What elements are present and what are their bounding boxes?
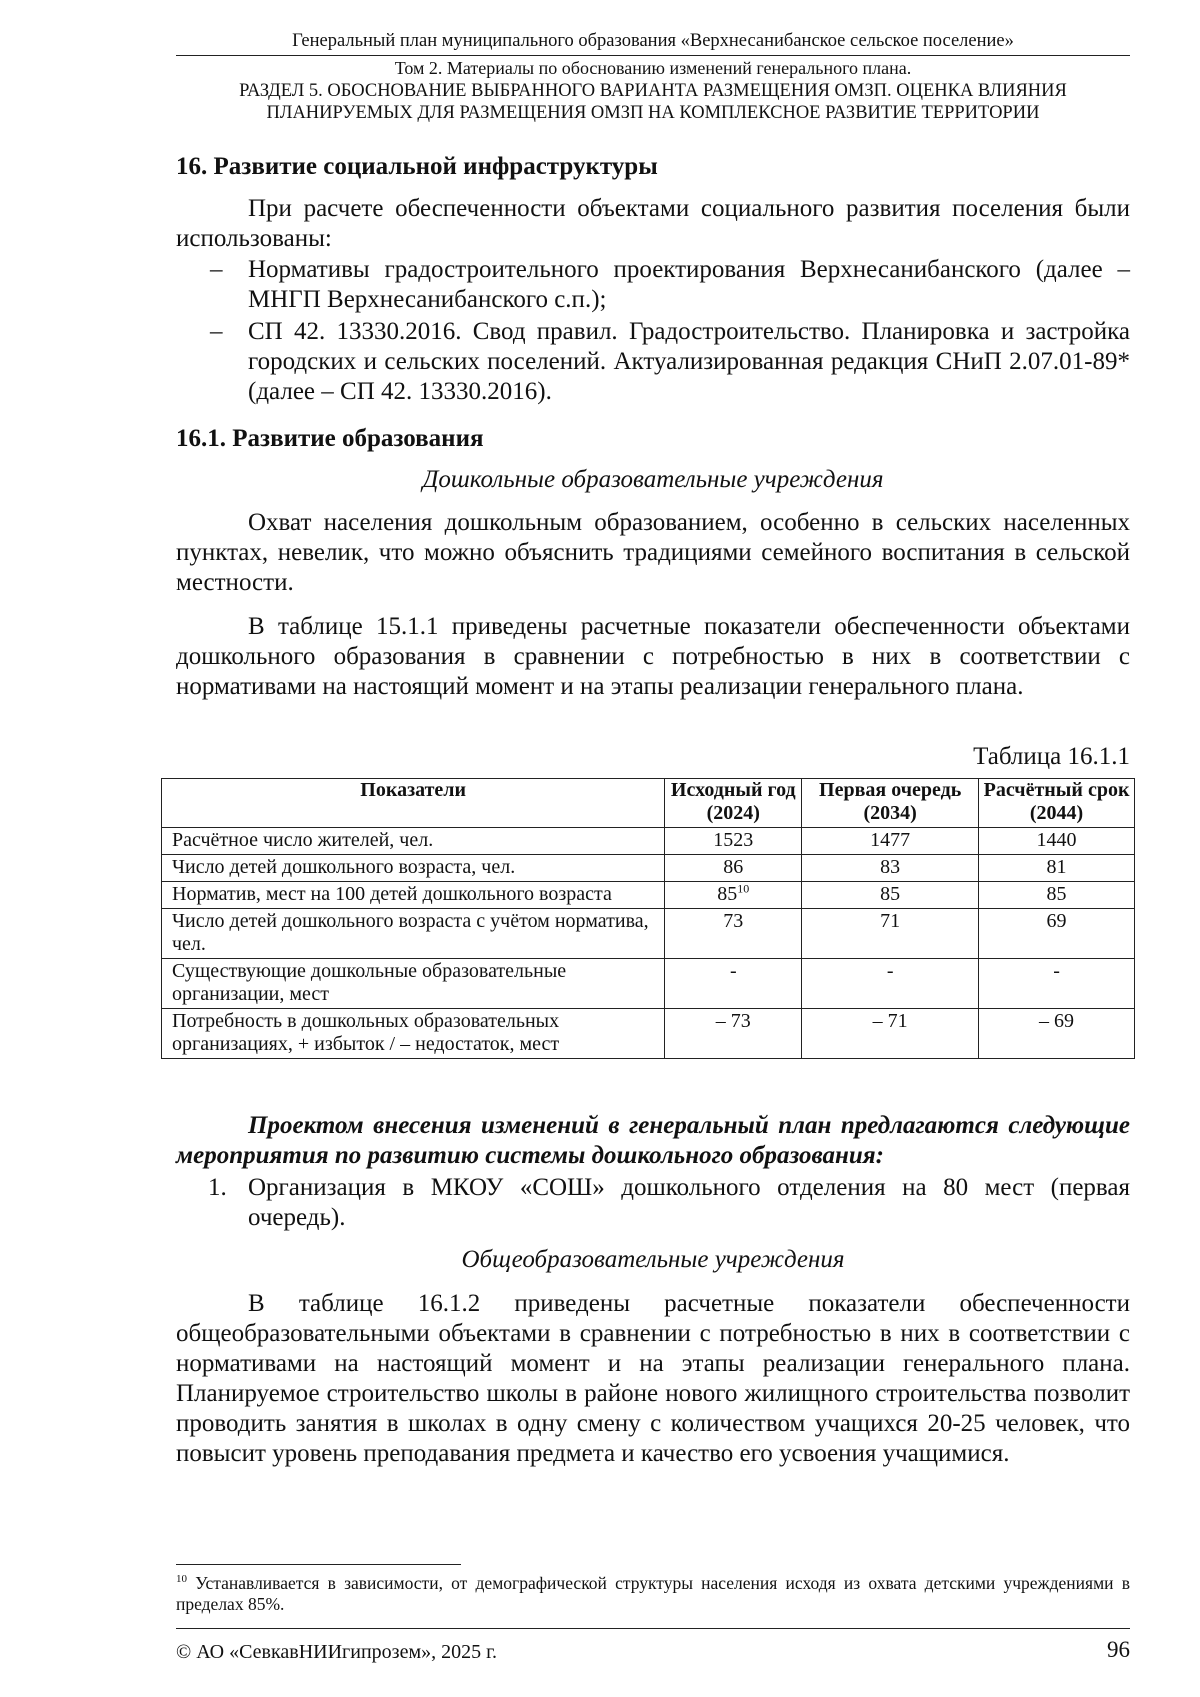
list-item-text: Нормативы градостроительного проектирования Верхнесанибанского (далее – МНГП Верхнесанибанского с.п.); [248, 256, 1130, 313]
column-header: Исходный год (2024) [665, 779, 802, 828]
cell-first-stage: 1477 [802, 828, 979, 855]
footnote [176, 1573, 1130, 1615]
table-row [162, 855, 1135, 882]
page-number: 96 [1107, 1637, 1130, 1662]
cell-target-year: 1440 [979, 828, 1135, 855]
cell-target-year: 85 [979, 882, 1135, 909]
table-header-row [162, 779, 1135, 828]
numbered-item [176, 1173, 1130, 1233]
header-rule [176, 55, 1130, 56]
preschool-paragraph-1: Охват населения дошкольным образованием, особенно в сельских населенных пунктах, невелик, что можно объяснить традициями семейного воспитания в сельской местности. [176, 509, 1130, 596]
footer-rule [176, 1628, 1130, 1629]
preschool-heading: Дошкольные образовательные учреждения [422, 466, 884, 493]
row-label: Норматив, мест на 100 детей дошкольного возраста [162, 882, 665, 909]
section-title: 16. Развитие социальной инфраструктуры [176, 153, 658, 180]
header-volume: Том 2. Материалы по обоснованию изменений генерального плана. [394, 58, 912, 78]
general-education-heading: Общеобразовательные учреждения [461, 1246, 845, 1273]
table-row [162, 882, 1135, 909]
cell-first-stage: 83 [802, 855, 979, 882]
cell-base-year: 73 [665, 909, 802, 959]
section-intro: При расчете обеспеченности объектами социального развития поселения были использованы: [176, 195, 1130, 252]
table-row [162, 828, 1135, 855]
footnote-ref[interactable]: 10 [737, 881, 750, 896]
cell-first-stage: – 71 [802, 1009, 979, 1059]
cell-target-year: – 69 [979, 1009, 1135, 1059]
cell-base-year: - [665, 959, 802, 1009]
footer-copyright: © АО «СевкавНИИгипрозем», 2025 г. [176, 1641, 498, 1663]
footnote-number: 10 [176, 1573, 187, 1586]
cell-first-stage: 71 [802, 909, 979, 959]
column-header: Первая очередь (2034) [802, 779, 979, 828]
column-header: Показатели [162, 779, 665, 828]
list-item-text: СП 42. 13330.2016. Свод правил. Градостроительство. Планировка и застройка городских и сельских поселений. Актуализированная редакция СНиП 2.07.01-89* (далее – СП 42. 13330.2016). [248, 318, 1130, 405]
cell-target-year: 81 [979, 855, 1135, 882]
footnote-rule [176, 1564, 461, 1565]
header-section: РАЗДЕЛ 5. ОБОСНОВАНИЕ ВЫБРАННОГО ВАРИАНТА РАЗМЕЩЕНИЯ ОМЗП. ОЦЕНКА ВЛИЯНИЯ ПЛАНИРУЕМЫХ ДЛЯ РАЗМЕЩЕНИЯ ОМЗП НА КОМПЛЕКСНОЕ РАЗВИТИЕ ТЕРРИТОРИИ [239, 81, 1067, 123]
cell-first-stage: 85 [802, 882, 979, 909]
preschool-paragraph-2: В таблице 15.1.1 приведены расчетные показатели обеспеченности объектами дошкольного образования в сравнении с потребностью в них в соответствии с нормативами на настоящий момент и на этапы реализации генерального плана. [176, 613, 1130, 700]
header-document-title: Генеральный план муниципального образования «Верхнесанибанское сельское поселение» [292, 31, 1014, 51]
footnote-text: Устанавливается в зависимости, от демографической структуры населения исходя из охвата детскими учреждениями в пределах 85%. [176, 1573, 1130, 1614]
numbered-item-text: Организация в МКОУ «СОШ» дошкольного отделения на 80 мест (первая очередь). [248, 1174, 1130, 1231]
table-caption: Таблица 16.1.1 [973, 743, 1130, 770]
table-row [162, 1009, 1135, 1059]
measures-intro: Проектом внесения изменений в генеральный план предлагаются следующие мероприятия по развитию системы дошкольного образования: [176, 1112, 1130, 1169]
row-label: Число детей дошкольного возраста с учётом норматива, чел. [162, 909, 665, 959]
general-education-paragraph: В таблице 16.1.2 приведены расчетные показатели обеспеченности общеобразовательными объектами в сравнении с потребностью в них в соответствии с нормативами на настоящий момент и на этапы реализации генерального плана. Планируемое строительство школы в районе нового жилищного строительства позволит проводить занятия в школах в одну смену с количеством учащихся 20-25 человек, что повысит уровень преподавания предмета и качество его усвоения учащимися. [176, 1290, 1130, 1467]
cell-target-year: - [979, 959, 1135, 1009]
cell-target-year: 69 [979, 909, 1135, 959]
list-item [176, 317, 1130, 407]
table-row [162, 959, 1135, 1009]
table-row [162, 909, 1135, 959]
cell-value: 85 [717, 883, 738, 905]
cell-base-year: 1523 [665, 828, 802, 855]
row-label: Число детей дошкольного возраста, чел. [162, 855, 665, 882]
row-label: Расчётное число жителей, чел. [162, 828, 665, 855]
bullet-marker: – [210, 256, 223, 283]
cell-base-year [665, 882, 802, 909]
row-label: Потребность в дошкольных образовательных организациях, + избыток / – недостаток, мест [162, 1009, 665, 1059]
number-marker: 1. [208, 1174, 227, 1201]
cell-base-year: – 73 [665, 1009, 802, 1059]
subsection-title: 16.1. Развитие образования [176, 425, 484, 452]
bullet-marker: – [210, 318, 223, 345]
cell-first-stage: - [802, 959, 979, 1009]
indicators-table [161, 778, 1135, 1059]
cell-base-year: 86 [665, 855, 802, 882]
list-item [176, 255, 1130, 315]
column-header: Расчётный срок (2044) [979, 779, 1135, 828]
row-label: Существующие дошкольные образовательные организации, мест [162, 959, 665, 1009]
